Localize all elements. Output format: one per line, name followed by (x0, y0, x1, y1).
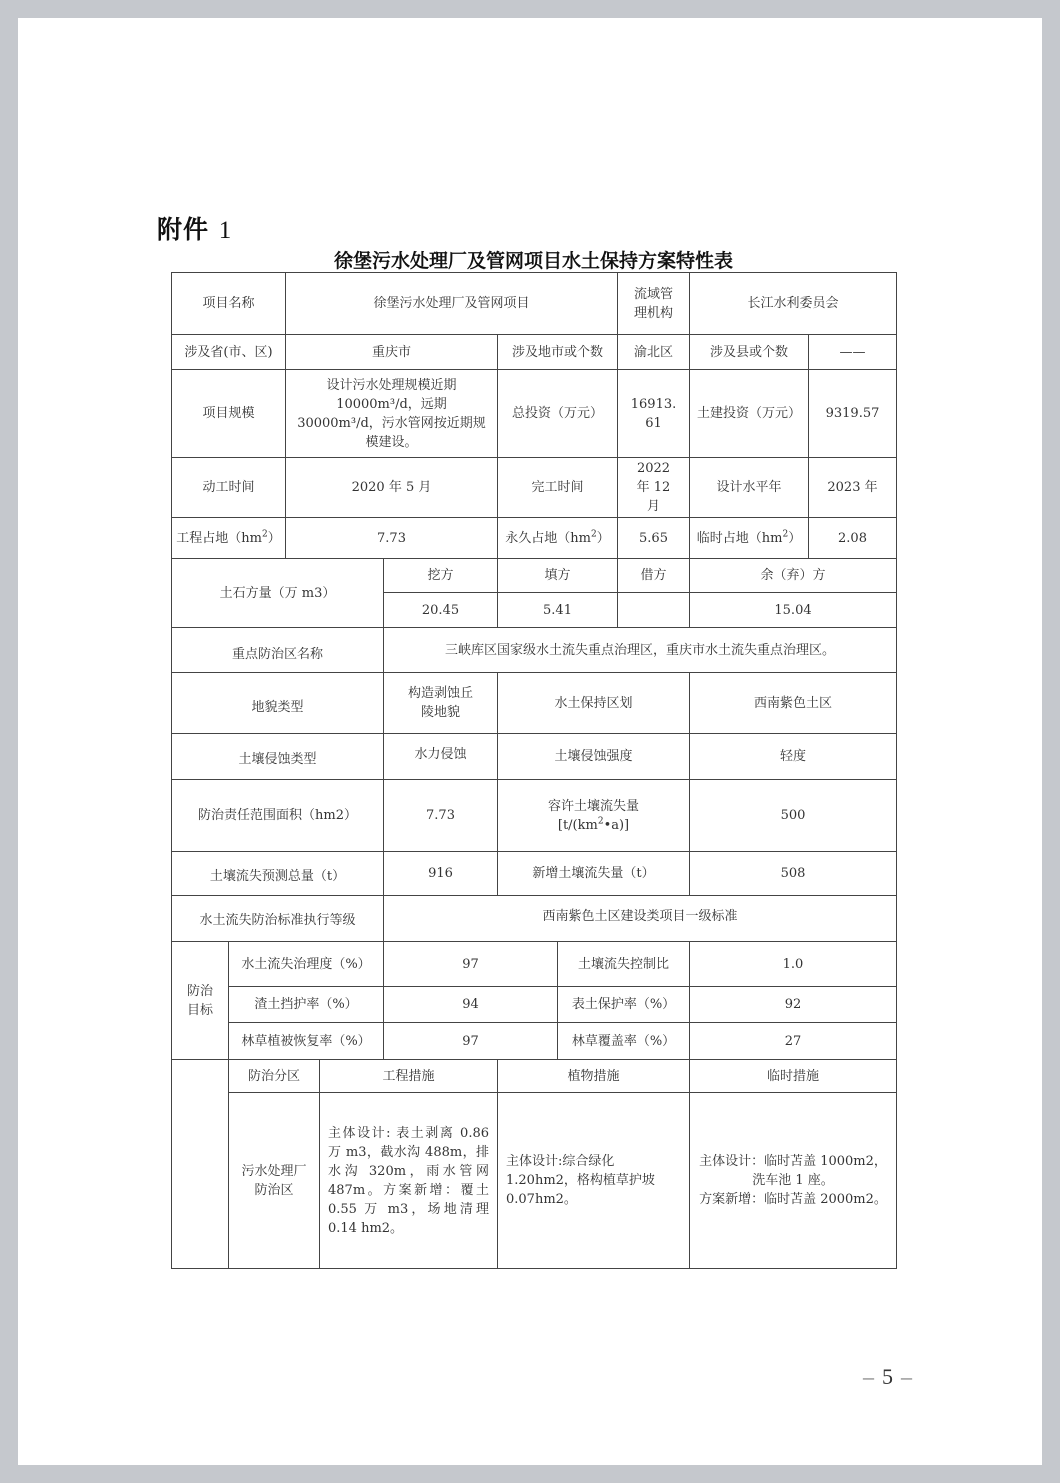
civil-invest-label: 土建投资（万元） (689, 369, 809, 458)
attachment-heading (157, 210, 232, 246)
total-invest-value: 16913.61 (617, 369, 690, 458)
page-dash-left: – (863, 1364, 874, 1389)
start-time-label: 动工时间 (171, 457, 286, 518)
earthwork-surplus-value: 15.04 (689, 592, 897, 628)
scale-value: 设计污水处理规模近期 10000m³/d，远期 30000m³/d，污水管网按近期规模建设。 (285, 369, 498, 458)
table-title: 徐堡污水处理厂及管网项目水土保持方案特性表 (333, 250, 733, 272)
key-zone-value: 三峡库区国家级水土流失重点治理区，重庆市水土流失重点治理区。 (383, 627, 897, 673)
target-value-4: 92 (689, 986, 897, 1023)
attachment-number: 1 (218, 217, 233, 244)
earthwork-borrow-value (617, 592, 690, 628)
temporary-measures (689, 1092, 897, 1269)
responsibility-area-value: 7.73 (383, 779, 498, 852)
temporary-land-sup: 2 (782, 529, 789, 540)
temporary-measures-line-1: 主体设计：临时苫盖 1000m2， (699, 1154, 887, 1169)
target-value-1: 97 (383, 941, 558, 987)
target-label-3: 渣土挡护率（%） (228, 986, 384, 1023)
division-value: 西南紫色土区 (689, 672, 897, 734)
landform-value: 构造剥蚀丘陵地貌 (383, 672, 498, 734)
erosion-type-value: 水力侵蚀 (383, 733, 498, 780)
target-label-6: 林草覆盖率（%） (557, 1022, 690, 1060)
permanent-land-text: 永久占地（hm (505, 530, 591, 546)
temporary-measures-line-3: 方案新增：临时苫盖 2000m2。 (699, 1192, 887, 1207)
earthwork-fill-value: 5.41 (497, 592, 618, 628)
end-time-value: 2022 年 12 月 (617, 457, 690, 518)
scale-label: 项目规模 (171, 369, 286, 458)
target-value-6: 27 (689, 1022, 897, 1060)
design-year-value: 2023 年 (808, 457, 897, 518)
end-time-label: 完工时间 (497, 457, 618, 518)
predicted-loss-label: 土壤流失预测总量（t） (171, 851, 384, 896)
division-label: 水土保持区划 (497, 672, 690, 734)
standard-label: 水土流失防治标准执行等级 (171, 895, 384, 942)
measures-zone-name: 污水处理厂防治区 (228, 1092, 320, 1269)
target-value-5: 97 (383, 1022, 558, 1060)
total-invest-label: 总投资（万元） (497, 369, 618, 458)
target-value-2: 1.0 (689, 941, 897, 987)
standard-value: 西南紫色土区建设类项目一级标准 (383, 895, 897, 942)
total-land-sup: 2 (261, 529, 268, 540)
city-label: 涉及地市或个数 (497, 334, 618, 370)
total-land-close: ） (267, 530, 281, 546)
temporary-land-text: 临时占地（hm (696, 530, 783, 546)
city-value: 渝北区 (617, 334, 690, 370)
basin-value: 长江水利委员会 (689, 272, 897, 335)
erosion-type-label: 土壤侵蚀类型 (171, 733, 384, 780)
earthwork-header-fill: 填方 (497, 558, 618, 593)
allowable-loss-text: 容许土壤流失量 (547, 798, 639, 814)
measures-header-engineering: 工程措施 (319, 1059, 498, 1093)
allowable-loss-unit-a: [t/(km (557, 817, 598, 833)
earthwork-header-borrow: 借方 (617, 558, 690, 593)
measures-group-blank (171, 1059, 229, 1269)
responsibility-area-label: 防治责任范围面积（hm2） (171, 779, 384, 852)
target-value-3: 94 (383, 986, 558, 1023)
predicted-loss-value: 916 (383, 851, 498, 896)
key-zone-label: 重点防治区名称 (171, 627, 384, 673)
target-label-5: 林草植被恢复率（%） (228, 1022, 384, 1060)
page-number (855, 1364, 920, 1390)
allowable-loss-unit-sup: 2 (597, 816, 604, 827)
civil-invest-value: 9319.57 (808, 369, 897, 458)
earthwork-excavation-value: 20.45 (383, 592, 498, 628)
earthwork-header-surplus: 余（弃）方 (689, 558, 897, 593)
measures-header-zone: 防治分区 (228, 1059, 320, 1093)
allowable-loss-label (497, 779, 690, 852)
basin-label: 流域管理机构 (617, 272, 690, 335)
earthwork-header-excavation: 挖方 (383, 558, 498, 593)
province-label: 涉及省(市、区) (171, 334, 286, 370)
page-dash-right: – (901, 1364, 912, 1389)
temporary-land-value: 2.08 (808, 517, 897, 559)
erosion-intensity-value: 轻度 (689, 733, 897, 780)
measures-header-plant: 植物措施 (497, 1059, 690, 1093)
target-label-4: 表土保护率（%） (557, 986, 690, 1023)
permanent-land-sup: 2 (590, 529, 597, 540)
attachment-label: 附件 (157, 215, 210, 244)
measures-header-temporary: 临时措施 (689, 1059, 897, 1093)
plant-measures: 主体设计:综合绿化 1.20hm2，格构植草护坡 0.07hm2。 (497, 1092, 690, 1269)
engineering-measures: 主体设计: 表土剥离 0.86 万 m3，截水沟 488m，排水沟 320m，雨水管网 487m。方案新增：覆土 0.55 万 m3，场地清理 0.14 hm2。 (319, 1092, 498, 1269)
total-land-text: 工程占地（hm (176, 530, 262, 546)
page-number-value: 5 (882, 1364, 893, 1389)
total-land-label (171, 517, 286, 559)
targets-group-label: 防治目标 (171, 941, 229, 1060)
temporary-land-close: ） (788, 530, 802, 546)
permanent-land-close: ） (596, 530, 610, 546)
design-year-label: 设计水平年 (689, 457, 809, 518)
landform-label: 地貌类型 (171, 672, 384, 734)
permanent-land-label (497, 517, 618, 559)
province-value: 重庆市 (285, 334, 498, 370)
target-label-1: 水土流失治理度（%） (228, 941, 384, 987)
new-loss-value: 508 (689, 851, 897, 896)
start-time-value: 2020 年 5 月 (285, 457, 498, 518)
new-loss-label: 新增土壤流失量（t） (497, 851, 690, 896)
county-label: 涉及县或个数 (689, 334, 809, 370)
total-land-value: 7.73 (285, 517, 498, 559)
project-name-label: 项目名称 (171, 272, 286, 335)
temporary-measures-line-2: 洗车池 1 座。 (752, 1173, 834, 1188)
erosion-intensity-label: 土壤侵蚀强度 (497, 733, 690, 780)
temporary-land-label (689, 517, 809, 559)
permanent-land-value: 5.65 (617, 517, 690, 559)
project-name-value: 徐堡污水处理厂及管网项目 (285, 272, 618, 335)
county-value: —— (808, 334, 897, 370)
allowable-loss-value: 500 (689, 779, 897, 852)
target-label-2: 土壤流失控制比 (557, 941, 690, 987)
allowable-loss-unit-b: •a)] (603, 817, 630, 833)
earthwork-label: 土石方量（万 m3） (171, 558, 384, 628)
